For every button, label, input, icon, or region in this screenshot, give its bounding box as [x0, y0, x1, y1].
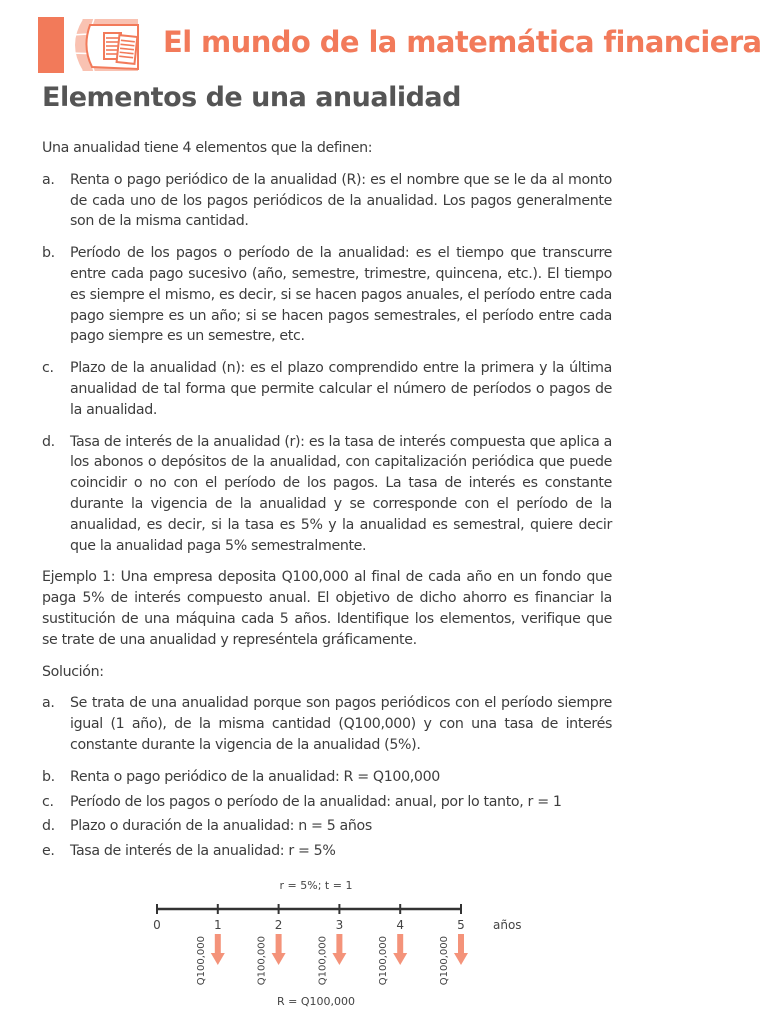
- down-arrow-icon: [393, 953, 407, 965]
- arrow-shaft: [336, 934, 342, 954]
- list-marker: e.: [42, 843, 55, 860]
- arrow-shaft: [276, 934, 282, 954]
- down-arrow-icon: [454, 953, 468, 965]
- list-text: Renta o pago periódico de la anualidad: R = Q100,000: [70, 768, 440, 785]
- tick-label: 3: [335, 918, 344, 932]
- payment-arrow: [317, 934, 346, 985]
- annuity-timeline-diagram: [0, 872, 762, 1022]
- solution-item: [42, 841, 612, 862]
- rate-label: r = 5%; t = 1: [279, 879, 353, 892]
- payment-arrow: [378, 934, 407, 985]
- page-header: [38, 17, 762, 74]
- list-text: Período de los pagos o período de la anualidad: anual, por lo tanto, r = 1: [70, 793, 562, 810]
- list-marker: d.: [42, 433, 55, 450]
- solution-item: [42, 816, 612, 837]
- list-item: [42, 358, 612, 420]
- list-marker: c.: [42, 360, 54, 377]
- list-marker: b.: [42, 768, 55, 785]
- page-title: Elementos de una anualidad: [42, 82, 461, 113]
- payment-arrow: [196, 934, 225, 985]
- list-marker: d.: [42, 818, 55, 835]
- tick-label: 5: [457, 918, 465, 932]
- unit-label: años: [493, 918, 522, 932]
- tick-label: 1: [213, 918, 222, 932]
- solution-item: [42, 693, 612, 755]
- series-title: El mundo de la matemática financiera: [163, 25, 762, 59]
- list-text: Tasa de interés de la anualidad: r = 5%: [70, 843, 336, 860]
- intro-paragraph: Una anualidad tiene 4 elementos que la definen:: [42, 140, 373, 156]
- elements-list: [42, 170, 612, 557]
- list-marker: a.: [42, 695, 55, 712]
- down-arrow-icon: [272, 953, 286, 965]
- tick-label: 0: [153, 918, 161, 932]
- payment-label: Q100,000: [256, 936, 268, 986]
- document-body: [42, 138, 612, 866]
- solution-item: [42, 767, 612, 788]
- solution-label: Solución:: [42, 663, 104, 680]
- payment-label: Q100,000: [195, 936, 207, 986]
- payment-arrow: [257, 934, 286, 985]
- payment-label: Q100,000: [439, 936, 450, 986]
- list-text: Período de los pagos o período de la anualidad: es el tiempo que transcurre entre cada pago sucesivo (año, semestre, trimestre, quincena, etc.). El tiempo es siempre el mismo, es decir, si se hacen pagos anuales, el período entre cada pago siempre es un año; si se hacen pagos semestrales, el período entre cada pago siempre es un semestre, etc.: [70, 245, 612, 345]
- globe-documents-icon: [38, 17, 148, 73]
- arrow-shaft: [397, 934, 403, 954]
- list-item: [42, 170, 612, 232]
- solution-list: [42, 767, 612, 862]
- payment-arrow: [439, 934, 468, 985]
- payment-amount-label: R = Q100,000: [277, 995, 355, 1008]
- list-text: Renta o pago periódico de la anualidad (R): es el nombre que se le da al monto de cada uno de los pagos periódicos de la anualidad. Los pagos generalmente son de la misma cantidad.: [70, 171, 612, 230]
- list-text: Se trata de una anualidad porque son pagos periódicos con el período siempre igual (1 año), de la misma cantidad (Q100,000) y con una tasa de interés constante durante la vigencia de la anualidad (5%).: [70, 695, 612, 753]
- down-arrow-icon: [211, 953, 225, 965]
- list-marker: b.: [42, 245, 55, 262]
- payment-label: Q100,000: [317, 936, 329, 986]
- tick-label: 4: [396, 918, 405, 932]
- list-text: Plazo de la anualidad (n): es el plazo comprendido entre la primera y la última anualidad de tal forma que permite calcular el número de períodos o pagos de la anualidad.: [70, 360, 612, 418]
- tick-label: 2: [274, 918, 283, 932]
- example-paragraph: Ejemplo 1: Una empresa deposita Q100,000 al final de cada año en un fondo que paga 5% de interés compuesto anual. El objetivo de dicho ahorro es financiar la sustitución de una máquina cada 5 años. Identifique los elementos, verifique que se trate de una anualidad y represéntela gráficamente.: [42, 569, 612, 648]
- arrow-shaft: [215, 934, 221, 954]
- list-text: Tasa de interés de la anualidad (r): es la tasa de interés compuesta que aplica a los abonos o depósitos de la anualidad, con capitalización periódica que puede coincidir o no con el período de los pagos. La tasa de interés es constante durante la vigencia de la anualidad y se corresponde con el período de la anualidad, es decir, si la tasa es 5% y la anualidad es semestral, quiere decir que la anualidad paga 5% semestralmente.: [70, 433, 612, 554]
- timeline-payments: [196, 934, 468, 985]
- solution-item: [42, 792, 612, 813]
- list-item: [42, 243, 612, 347]
- list-item: [42, 432, 612, 557]
- list-text: Plazo o duración de la anualidad: n = 5 años: [70, 818, 372, 835]
- down-arrow-icon: [332, 953, 346, 965]
- list-marker: a.: [42, 171, 55, 188]
- payment-label: Q100,000: [378, 936, 390, 986]
- arrow-shaft: [458, 934, 464, 954]
- list-marker: c.: [42, 793, 54, 810]
